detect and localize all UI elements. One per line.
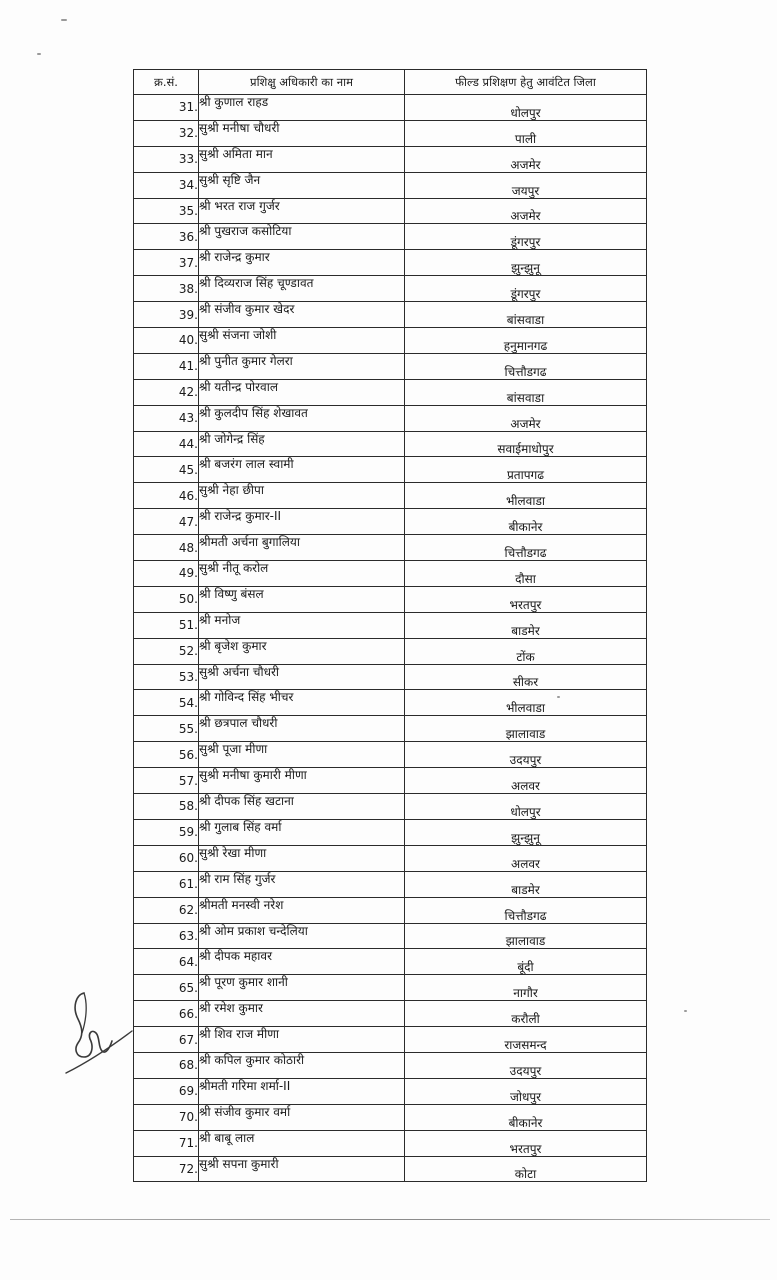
- officer-name-cell: श्रीमती गरिमा शर्मा-II: [199, 1078, 405, 1104]
- serial-number-cell: 63.: [134, 923, 199, 949]
- officer-name-cell: श्री संजीव कुमार खेदर: [199, 302, 405, 328]
- allotted-district-cell: अजमेर: [405, 146, 647, 172]
- table-row: [134, 871, 647, 897]
- officer-name-cell: श्री रमेश कुमार: [199, 1001, 405, 1027]
- table-row: [134, 897, 647, 923]
- allotted-district-cell: चित्तौडगढ: [405, 353, 647, 379]
- officer-name-cell: श्री दीपक महावर: [199, 949, 405, 975]
- serial-number-cell: 64.: [134, 949, 199, 975]
- serial-number-cell: 44.: [134, 431, 199, 457]
- serial-number-cell: 49.: [134, 561, 199, 587]
- allotted-district-cell: कोटा: [405, 1156, 647, 1182]
- allotted-district-cell: बीकानेर: [405, 1104, 647, 1130]
- allotted-district-cell: झुन्झुनू: [405, 819, 647, 845]
- officer-name-cell: श्री कुणाल राहड: [199, 95, 405, 121]
- allotted-district-cell: पाली: [405, 120, 647, 146]
- table-row: [134, 250, 647, 276]
- header-serial: क्र.सं.: [134, 70, 199, 95]
- table-row: [134, 949, 647, 975]
- serial-number-cell: 42.: [134, 379, 199, 405]
- officer-name-cell: श्री ओम प्रकाश चन्देलिया: [199, 923, 405, 949]
- table-row: [134, 794, 647, 820]
- table-row: [134, 302, 647, 328]
- allotted-district-cell: अलवर: [405, 768, 647, 794]
- serial-number-cell: 55.: [134, 716, 199, 742]
- officer-name-cell: सुश्री मनीषा चौधरी: [199, 120, 405, 146]
- table-row: [134, 716, 647, 742]
- serial-number-cell: 33.: [134, 146, 199, 172]
- table-row: [134, 1078, 647, 1104]
- officer-name-cell: श्री दिव्यराज सिंह चूण्डावत: [199, 276, 405, 302]
- allotted-district-cell: करौली: [405, 1001, 647, 1027]
- officer-name-cell: श्री गुलाब सिंह वर्मा: [199, 819, 405, 845]
- officer-name-cell: श्री राजेन्द्र कुमार-II: [199, 509, 405, 535]
- officer-name-cell: सुश्री रेखा मीणा: [199, 845, 405, 871]
- scan-speck: [61, 19, 67, 21]
- allotted-district-cell: दौसा: [405, 561, 647, 587]
- allotted-district-cell: सवाईमाधोपुर: [405, 431, 647, 457]
- allotted-district-cell: बाडमेर: [405, 871, 647, 897]
- table-row: [134, 742, 647, 768]
- officer-name-cell: सुश्री नेहा छीपा: [199, 483, 405, 509]
- table-row: [134, 664, 647, 690]
- serial-number-cell: 66.: [134, 1001, 199, 1027]
- serial-number-cell: 39.: [134, 302, 199, 328]
- serial-number-cell: 68.: [134, 1052, 199, 1078]
- page-footer-rule: [10, 1219, 770, 1220]
- table-row: [134, 224, 647, 250]
- serial-number-cell: 47.: [134, 509, 199, 535]
- serial-number-cell: 61.: [134, 871, 199, 897]
- allotted-district-cell: भीलवाडा: [405, 690, 647, 716]
- serial-number-cell: 32.: [134, 120, 199, 146]
- serial-number-cell: 40.: [134, 328, 199, 354]
- serial-number-cell: 67.: [134, 1027, 199, 1053]
- allotted-district-cell: उदयपुर: [405, 742, 647, 768]
- officer-name-cell: श्री कुलदीप सिंह शेखावत: [199, 405, 405, 431]
- table-row: [134, 172, 647, 198]
- officer-name-cell: सुश्री मनीषा कुमारी मीणा: [199, 768, 405, 794]
- allotted-district-cell: धोलपुर: [405, 794, 647, 820]
- officer-name-cell: श्री बाबू लाल: [199, 1130, 405, 1156]
- serial-number-cell: 71.: [134, 1130, 199, 1156]
- allotted-district-cell: अजमेर: [405, 405, 647, 431]
- allocation-table: [133, 69, 647, 1182]
- officer-name-cell: श्री छत्रपाल चौधरी: [199, 716, 405, 742]
- table-row: [134, 405, 647, 431]
- table-row: [134, 509, 647, 535]
- officer-name-cell: श्री संजीव कुमार वर्मा: [199, 1104, 405, 1130]
- serial-number-cell: 56.: [134, 742, 199, 768]
- serial-number-cell: 53.: [134, 664, 199, 690]
- allotted-district-cell: झालावाड: [405, 716, 647, 742]
- table-row: [134, 638, 647, 664]
- table-row: [134, 1027, 647, 1053]
- allotted-district-cell: डूंगरपुर: [405, 224, 647, 250]
- serial-number-cell: 48.: [134, 535, 199, 561]
- officer-name-cell: श्री शिव राज मीणा: [199, 1027, 405, 1053]
- table-row: [134, 768, 647, 794]
- scan-speck: [37, 53, 41, 55]
- officer-name-cell: श्री भरत राज गुर्जर: [199, 198, 405, 224]
- allotted-district-cell: नागौर: [405, 975, 647, 1001]
- allotted-district-cell: हनुमानगढ: [405, 328, 647, 354]
- allotted-district-cell: बीकानेर: [405, 509, 647, 535]
- table-row: [134, 146, 647, 172]
- serial-number-cell: 41.: [134, 353, 199, 379]
- table-row: [134, 612, 647, 638]
- serial-number-cell: 62.: [134, 897, 199, 923]
- officer-name-cell: श्री यतीन्द्र पोरवाल: [199, 379, 405, 405]
- allotted-district-cell: झुन्झुनू: [405, 250, 647, 276]
- officer-name-cell: श्री कपिल कुमार कोठारी: [199, 1052, 405, 1078]
- serial-number-cell: 72.: [134, 1156, 199, 1182]
- officer-name-cell: श्री राजेन्द्र कुमार: [199, 250, 405, 276]
- table-row: [134, 819, 647, 845]
- officer-name-cell: सुश्री सपना कुमारी: [199, 1156, 405, 1182]
- officer-name-cell: श्री पुनीत कुमार गेलरा: [199, 353, 405, 379]
- serial-number-cell: 46.: [134, 483, 199, 509]
- officer-name-cell: श्री विष्णु बंसल: [199, 586, 405, 612]
- table-row: [134, 328, 647, 354]
- allotted-district-cell: भरतपुर: [405, 1130, 647, 1156]
- table-row: [134, 1104, 647, 1130]
- officer-name-cell: श्री दीपक सिंह खटाना: [199, 794, 405, 820]
- serial-number-cell: 31.: [134, 95, 199, 121]
- serial-number-cell: 54.: [134, 690, 199, 716]
- table-row: [134, 975, 647, 1001]
- allocation-table-container: [133, 69, 646, 1182]
- allotted-district-cell: टोंक: [405, 638, 647, 664]
- allotted-district-cell: झालावाड: [405, 923, 647, 949]
- allotted-district-cell: प्रतापगढ: [405, 457, 647, 483]
- allotted-district-cell: चित्तौडगढ: [405, 535, 647, 561]
- table-row: [134, 1001, 647, 1027]
- table-row: [134, 198, 647, 224]
- allotted-district-cell: भरतपुर: [405, 586, 647, 612]
- table-row: [134, 276, 647, 302]
- officer-name-cell: श्री गोविन्द सिंह भीचर: [199, 690, 405, 716]
- allotted-district-cell: बूंदी: [405, 949, 647, 975]
- officer-name-cell: श्री राम सिंह गुर्जर: [199, 871, 405, 897]
- table-row: [134, 483, 647, 509]
- allotted-district-cell: बांसवाडा: [405, 379, 647, 405]
- serial-number-cell: 36.: [134, 224, 199, 250]
- table-row: [134, 561, 647, 587]
- officer-name-cell: सुश्री नीतू करोल: [199, 561, 405, 587]
- allotted-district-cell: भीलवाडा: [405, 483, 647, 509]
- serial-number-cell: 60.: [134, 845, 199, 871]
- scan-speck: [684, 1010, 687, 1012]
- serial-number-cell: 52.: [134, 638, 199, 664]
- serial-number-cell: 37.: [134, 250, 199, 276]
- table-body: [134, 95, 647, 1182]
- allotted-district-cell: राजसमन्द: [405, 1027, 647, 1053]
- serial-number-cell: 69.: [134, 1078, 199, 1104]
- serial-number-cell: 50.: [134, 586, 199, 612]
- allotted-district-cell: सीकर: [405, 664, 647, 690]
- table-row: [134, 1156, 647, 1182]
- serial-number-cell: 51.: [134, 612, 199, 638]
- serial-number-cell: 38.: [134, 276, 199, 302]
- officer-name-cell: सुश्री पूजा मीणा: [199, 742, 405, 768]
- table-header-row: [134, 70, 647, 95]
- officer-name-cell: श्री पूरण कुमार शानी: [199, 975, 405, 1001]
- table-row: [134, 431, 647, 457]
- table-row: [134, 353, 647, 379]
- table-row: [134, 535, 647, 561]
- handwritten-signature-icon: [62, 985, 142, 1080]
- officer-name-cell: श्रीमती मनस्वी नरेश: [199, 897, 405, 923]
- serial-number-cell: 58.: [134, 794, 199, 820]
- allotted-district-cell: चित्तौडगढ: [405, 897, 647, 923]
- table-row: [134, 1052, 647, 1078]
- officer-name-cell: श्री बृजेश कुमार: [199, 638, 405, 664]
- serial-number-cell: 34.: [134, 172, 199, 198]
- officer-name-cell: सुश्री अमिता मान: [199, 146, 405, 172]
- officer-name-cell: श्री जोगेन्द्र सिंह: [199, 431, 405, 457]
- table-row: [134, 457, 647, 483]
- table-row: [134, 845, 647, 871]
- allotted-district-cell: जोधपुर: [405, 1078, 647, 1104]
- table-row: [134, 586, 647, 612]
- officer-name-cell: श्री बजरंग लाल स्वामी: [199, 457, 405, 483]
- serial-number-cell: 35.: [134, 198, 199, 224]
- officer-name-cell: सुश्री सृष्टि जैन: [199, 172, 405, 198]
- allotted-district-cell: बांसवाडा: [405, 302, 647, 328]
- table-row: [134, 95, 647, 121]
- officer-name-cell: सुश्री संजना जोशी: [199, 328, 405, 354]
- allotted-district-cell: अलवर: [405, 845, 647, 871]
- header-officer-name: प्रशिक्षु अधिकारी का नाम: [199, 70, 405, 95]
- table-row: [134, 120, 647, 146]
- header-allotted-district: फील्ड प्रशिक्षण हेतु आवंटित जिला: [405, 70, 647, 95]
- serial-number-cell: 65.: [134, 975, 199, 1001]
- officer-name-cell: श्री मनोज: [199, 612, 405, 638]
- officer-name-cell: श्री पुखराज कसोटिया: [199, 224, 405, 250]
- allotted-district-cell: डूंगरपुर: [405, 276, 647, 302]
- serial-number-cell: 45.: [134, 457, 199, 483]
- table-row: [134, 1130, 647, 1156]
- table-row: [134, 690, 647, 716]
- allotted-district-cell: बाडमेर: [405, 612, 647, 638]
- serial-number-cell: 59.: [134, 819, 199, 845]
- allotted-district-cell: उदयपुर: [405, 1052, 647, 1078]
- table-row: [134, 379, 647, 405]
- officer-name-cell: श्रीमती अर्चना बुगालिया: [199, 535, 405, 561]
- allotted-district-cell: धोलपुर: [405, 95, 647, 121]
- table-row: [134, 923, 647, 949]
- officer-name-cell: सुश्री अर्चना चौधरी: [199, 664, 405, 690]
- serial-number-cell: 57.: [134, 768, 199, 794]
- allotted-district-cell: अजमेर: [405, 198, 647, 224]
- serial-number-cell: 70.: [134, 1104, 199, 1130]
- serial-number-cell: 43.: [134, 405, 199, 431]
- allotted-district-cell: जयपुर: [405, 172, 647, 198]
